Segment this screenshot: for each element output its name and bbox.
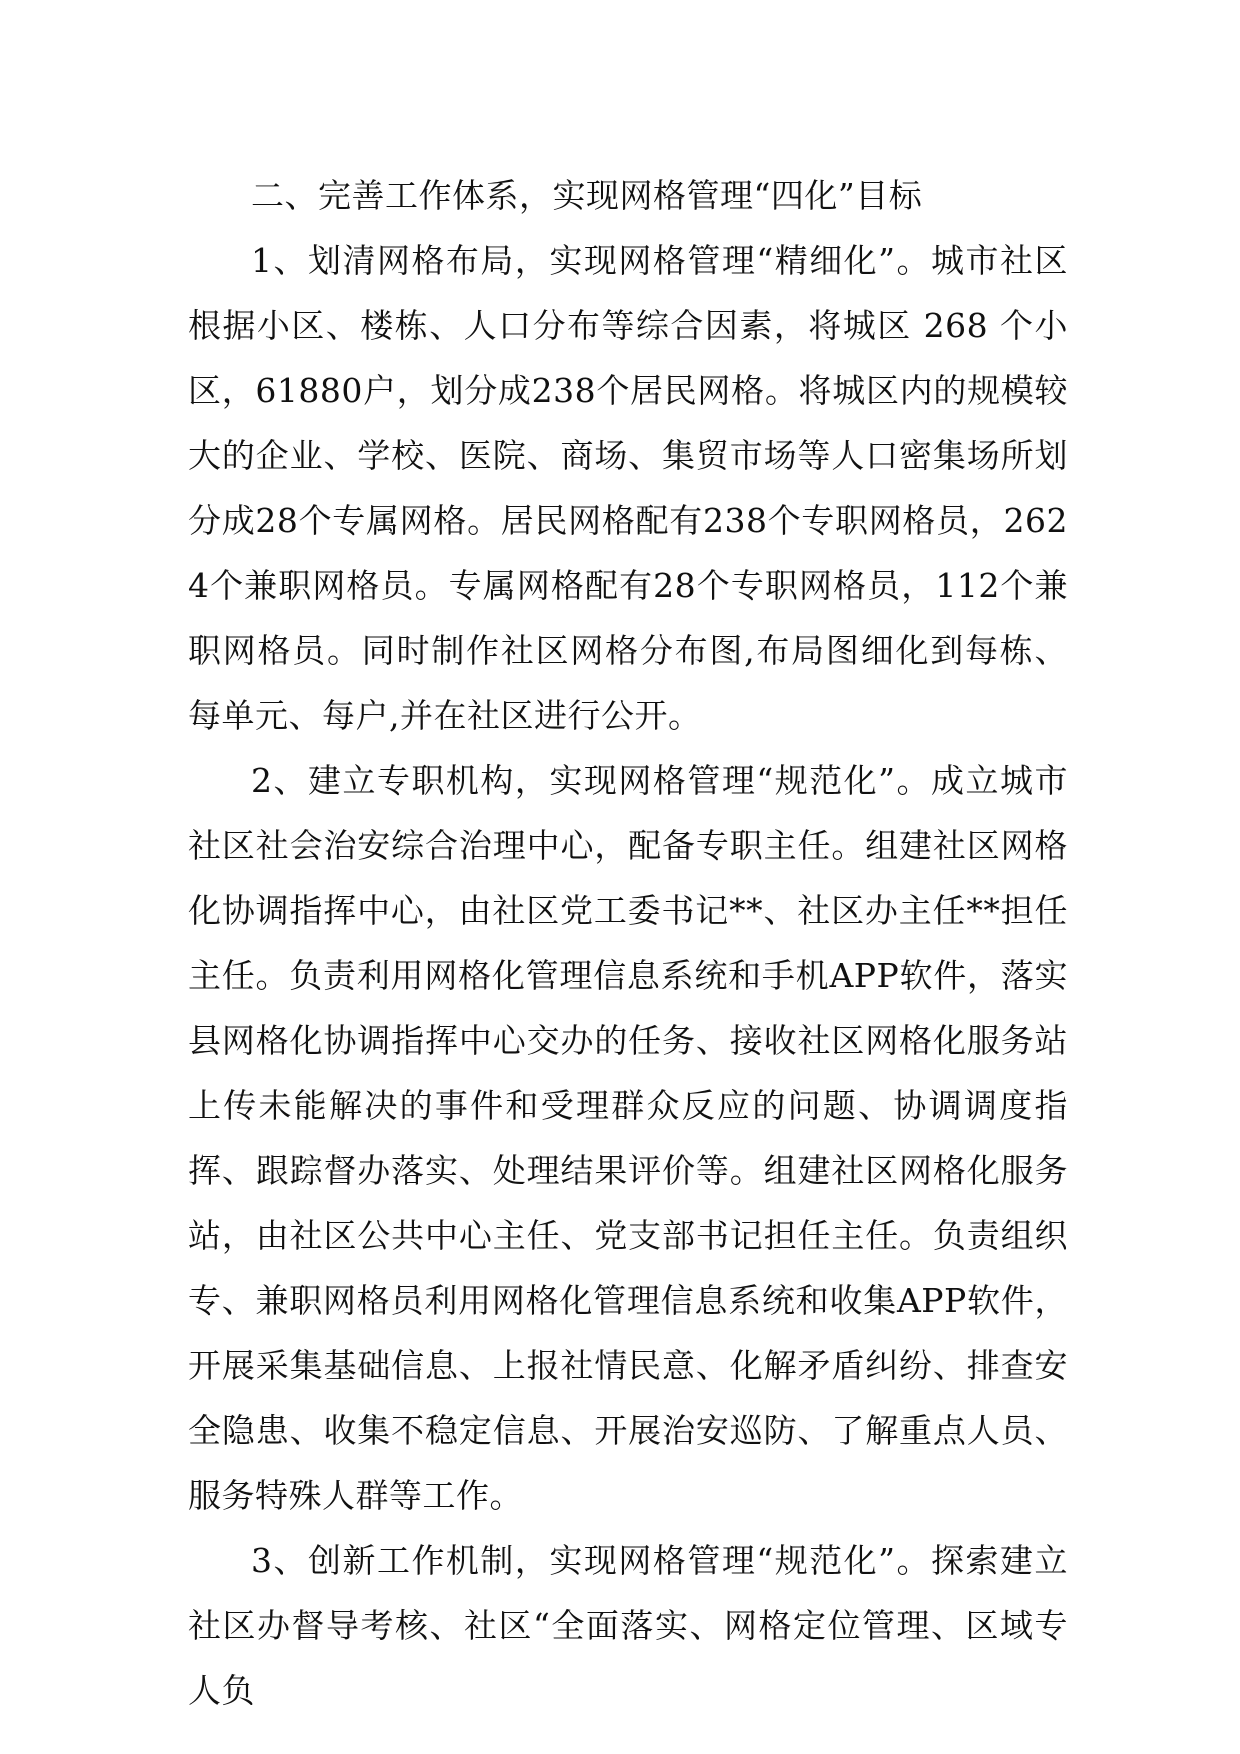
- paragraph-2: 2、建立专职机构，实现网格管理“规范化”。成立城市社区社会治安综合治理中心，配备专职主任。组建社区网格化协调指挥中心，由社区党工委书记**、社区办主任**担任主任。负责利用网格化管理信息系统和手机APP软件，落实县网格化协调指挥中心交办的任务、接收社区网格化服务站上传未能解决的事件和受理群众反应的问题、协调调度指挥、跟踪督办落实、处理结果评价等。组建社区网格化服务站，由社区公共中心主任、党支部书记担任主任。负责组织专、兼职网格员利用网格化管理信息系统和收集APP软件，开展采集基础信息、上报社情民意、化解矛盾纠纷、排查安全隐患、收集不稳定信息、开展治安巡防、了解重点人员、服务特殊人群等工作。: [188, 761, 1068, 1515]
- section-heading: 二、完善工作体系，实现网格管理“四化”目标: [251, 176, 923, 215]
- paragraph-1: 1、划清网格布局，实现网格管理“精细化”。城市社区根据小区、楼栋、人口分布等综合因素，将城区 268 个小区，61880户，划分成238个居民网格。将城区内的规模较大的企业、学校、医院、商场、集贸市场等人口密集场所划分成28个专属网格。居民网格配有238个专职网格员，2624个兼职网格员。专属网格配有28个专职网格员，112个兼职网格员。同时制作社区网格分布图,布局图细化到每栋、每单元、每户,并在社区进行公开。: [188, 241, 1068, 735]
- paragraph-3: 3、创新工作机制，实现网格管理“规范化”。探索建立社区办督导考核、社区“全面落实、网格定位管理、区域专人负: [188, 1541, 1068, 1710]
- document-body: [188, 163, 1068, 1723]
